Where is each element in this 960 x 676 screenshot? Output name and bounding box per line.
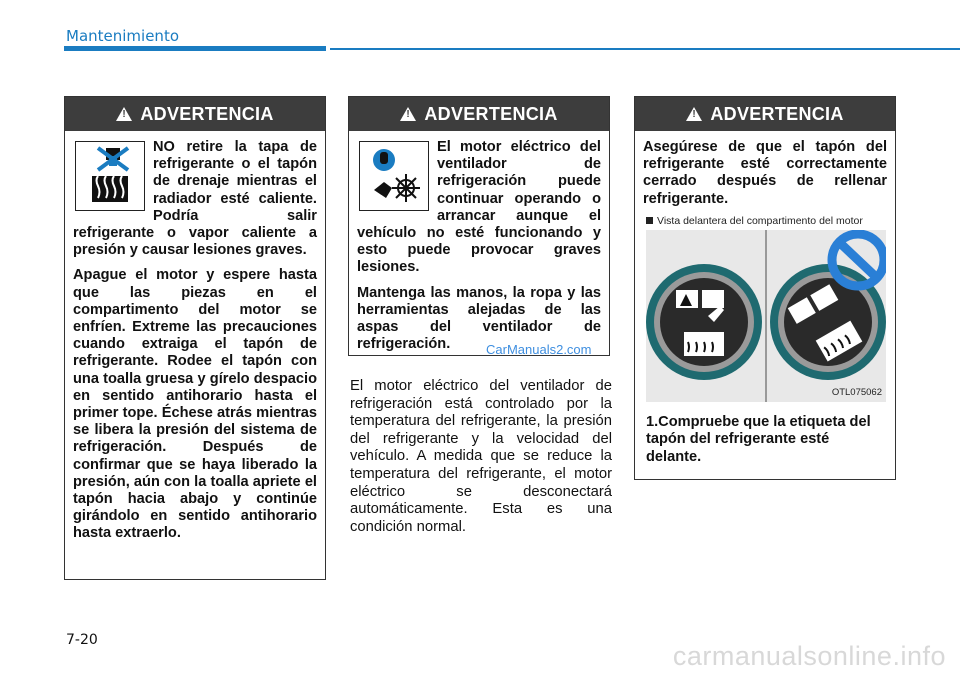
warning-title: ADVERTENCIA <box>140 103 274 124</box>
hot-radiator-icon <box>75 141 145 211</box>
body-paragraph: El motor eléctrico del ventilador de refrigeración está controlado por la temperatura del refrigerante, la presión del refrigerante y la velocidad del vehículo. A medida que se reduce la temperatura del refrigerante, el motor eléctrico se desconectará automáticamente. Esta es una condición normal. <box>350 378 612 535</box>
header-rule-thick <box>64 46 326 51</box>
page-number: 7-20 <box>66 632 98 648</box>
warning-triangle-icon <box>116 107 132 121</box>
warning-paragraph: Mantenga las manos, la ropa y las herramientas alejadas de las aspas del ventilador de refrigeración. <box>357 284 601 353</box>
warning-body <box>635 131 895 222</box>
step-number: 1. <box>646 414 659 430</box>
figure-code: OTL075062 <box>831 387 882 398</box>
warning-triangle-icon <box>400 107 416 121</box>
caption-square-icon <box>646 217 653 224</box>
watermark-carmanuals2: CarManuals2.com <box>486 342 592 357</box>
warning-title: ADVERTENCIA <box>424 103 558 124</box>
fan-hazard-icon <box>359 141 429 211</box>
warning-triangle-icon <box>686 107 702 121</box>
warning-box-cooling-fan <box>348 96 610 356</box>
section-title: Mantenimiento <box>66 27 179 45</box>
warning-body <box>349 131 609 367</box>
figure-caption <box>646 215 863 227</box>
step-1 <box>646 414 886 466</box>
warning-header <box>635 97 895 131</box>
step-text: Compruebe que la etiqueta del tapón del refrigerante esté delante. <box>646 414 871 465</box>
warning-paragraph: NO retire la tapa de refrigerante o el tapón de drenaje mientras el radiador esté caliente. Podría salir refrigerante o vapor caliente a presión y causar lesiones graves. <box>73 139 317 259</box>
figure-caption-text: Vista delantera del compartimento del motor <box>657 215 863 227</box>
warning-title: ADVERTENCIA <box>710 103 844 124</box>
warning-header <box>65 97 325 131</box>
warning-paragraph: El motor eléctrico del ventilador de refrigeración puede continuar operando o arrancar aunque el vehículo no esté funcionando y esto puede provocar graves lesiones. <box>357 139 601 276</box>
warning-paragraph: Asegúrese de que el tapón del refrigerante esté correctamente cerrado después de rellenar refrigerante. <box>643 139 887 207</box>
warning-body <box>65 131 325 557</box>
warning-paragraph: Apague el motor y espere hasta que las piezas en el compartimento del motor se enfríen. Extreme las precauciones cuando extraiga el tapón de refrigerante. Rodee el tapón con una toalla gruesa y gírelo despacio en sentido antihorario hasta el primer tope. Échese atrás mientras se libera la presión del sistema de refrigeración. Después de confirmar que se haya liberado la presión, aún con la toalla apriete el tapón hacia abajo y continúe girándolo en sentido antihorario hasta extraerlo. <box>73 267 317 542</box>
warning-box-radiator-cap <box>64 96 326 580</box>
footer-watermark: carmanualsonline.info <box>672 641 946 671</box>
warning-header <box>349 97 609 131</box>
coolant-cap-figure <box>646 230 886 402</box>
header-rule-thin <box>330 48 960 50</box>
